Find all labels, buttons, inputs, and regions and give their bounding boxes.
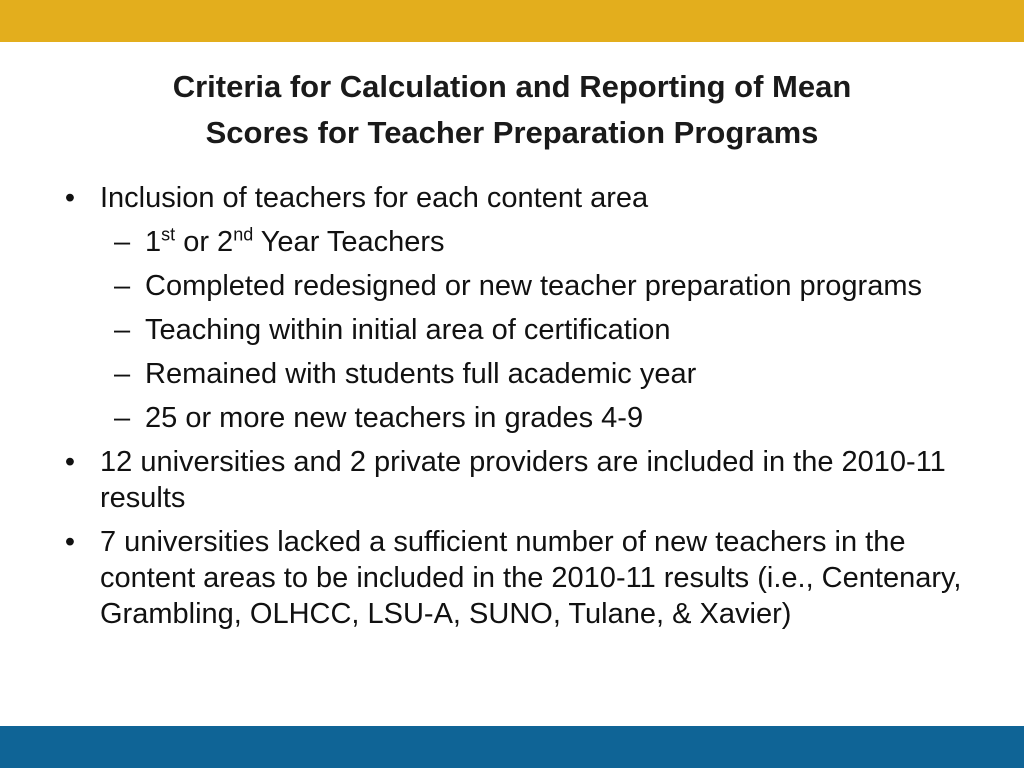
sub-item-remained: [56, 356, 976, 392]
sub-item-text: Teaching within initial area of certification: [145, 314, 671, 346]
dash-icon: –: [114, 402, 131, 434]
sub-item-completed: [56, 268, 976, 304]
bullet-text: Inclusion of teachers for each content area: [100, 182, 649, 214]
dash-icon: –: [114, 358, 131, 390]
bullet-inclusion: [56, 180, 976, 216]
slide-title-line-1: Criteria for Calculation and Reporting of Mean: [172, 69, 852, 104]
ordinal-nd: nd: [233, 224, 254, 245]
dash-icon: –: [114, 270, 131, 302]
bullet-text: 7 universities lacked a sufficient number of new teachers in the content areas to be included in the 2010-11 results (i.e., Centenary, Grambling, OLHCC, LSU-A, SUNO, Tulane, & Xavier): [100, 526, 962, 630]
bullet-text: 12 universities and 2 private providers are included in the 2010-11 results: [100, 446, 946, 514]
sub-item-teaching: [56, 312, 976, 348]
bullet-dot-icon: •: [64, 446, 76, 478]
year-one: 1: [145, 226, 162, 258]
bullet-dot-icon: •: [64, 526, 76, 558]
slide-body: [56, 180, 976, 640]
sub-item-twenty-five: [56, 400, 976, 436]
sub-item-year-teachers: [56, 224, 976, 260]
sub-item-text: Remained with students full academic year: [145, 358, 697, 390]
bottom-accent-bar: [0, 726, 1024, 768]
bullet-universities-included: [56, 444, 976, 516]
year-or-two: or 2: [175, 226, 234, 258]
sub-item-text: [145, 226, 445, 258]
sub-item-text: Completed redesigned or new teacher preparation programs: [145, 270, 922, 302]
ordinal-st: st: [161, 224, 176, 245]
slide-title-line-2: Scores for Teacher Preparation Programs: [205, 115, 819, 150]
slide-title: [80, 64, 944, 156]
year-rest: Year Teachers: [253, 226, 445, 258]
sub-item-text: 25 or more new teachers in grades 4-9: [145, 402, 644, 434]
bullet-dot-icon: •: [64, 182, 76, 214]
bullet-universities-lacked: [56, 524, 976, 632]
top-accent-bar: [0, 0, 1024, 42]
dash-icon: –: [114, 314, 131, 346]
dash-icon: –: [114, 226, 131, 258]
